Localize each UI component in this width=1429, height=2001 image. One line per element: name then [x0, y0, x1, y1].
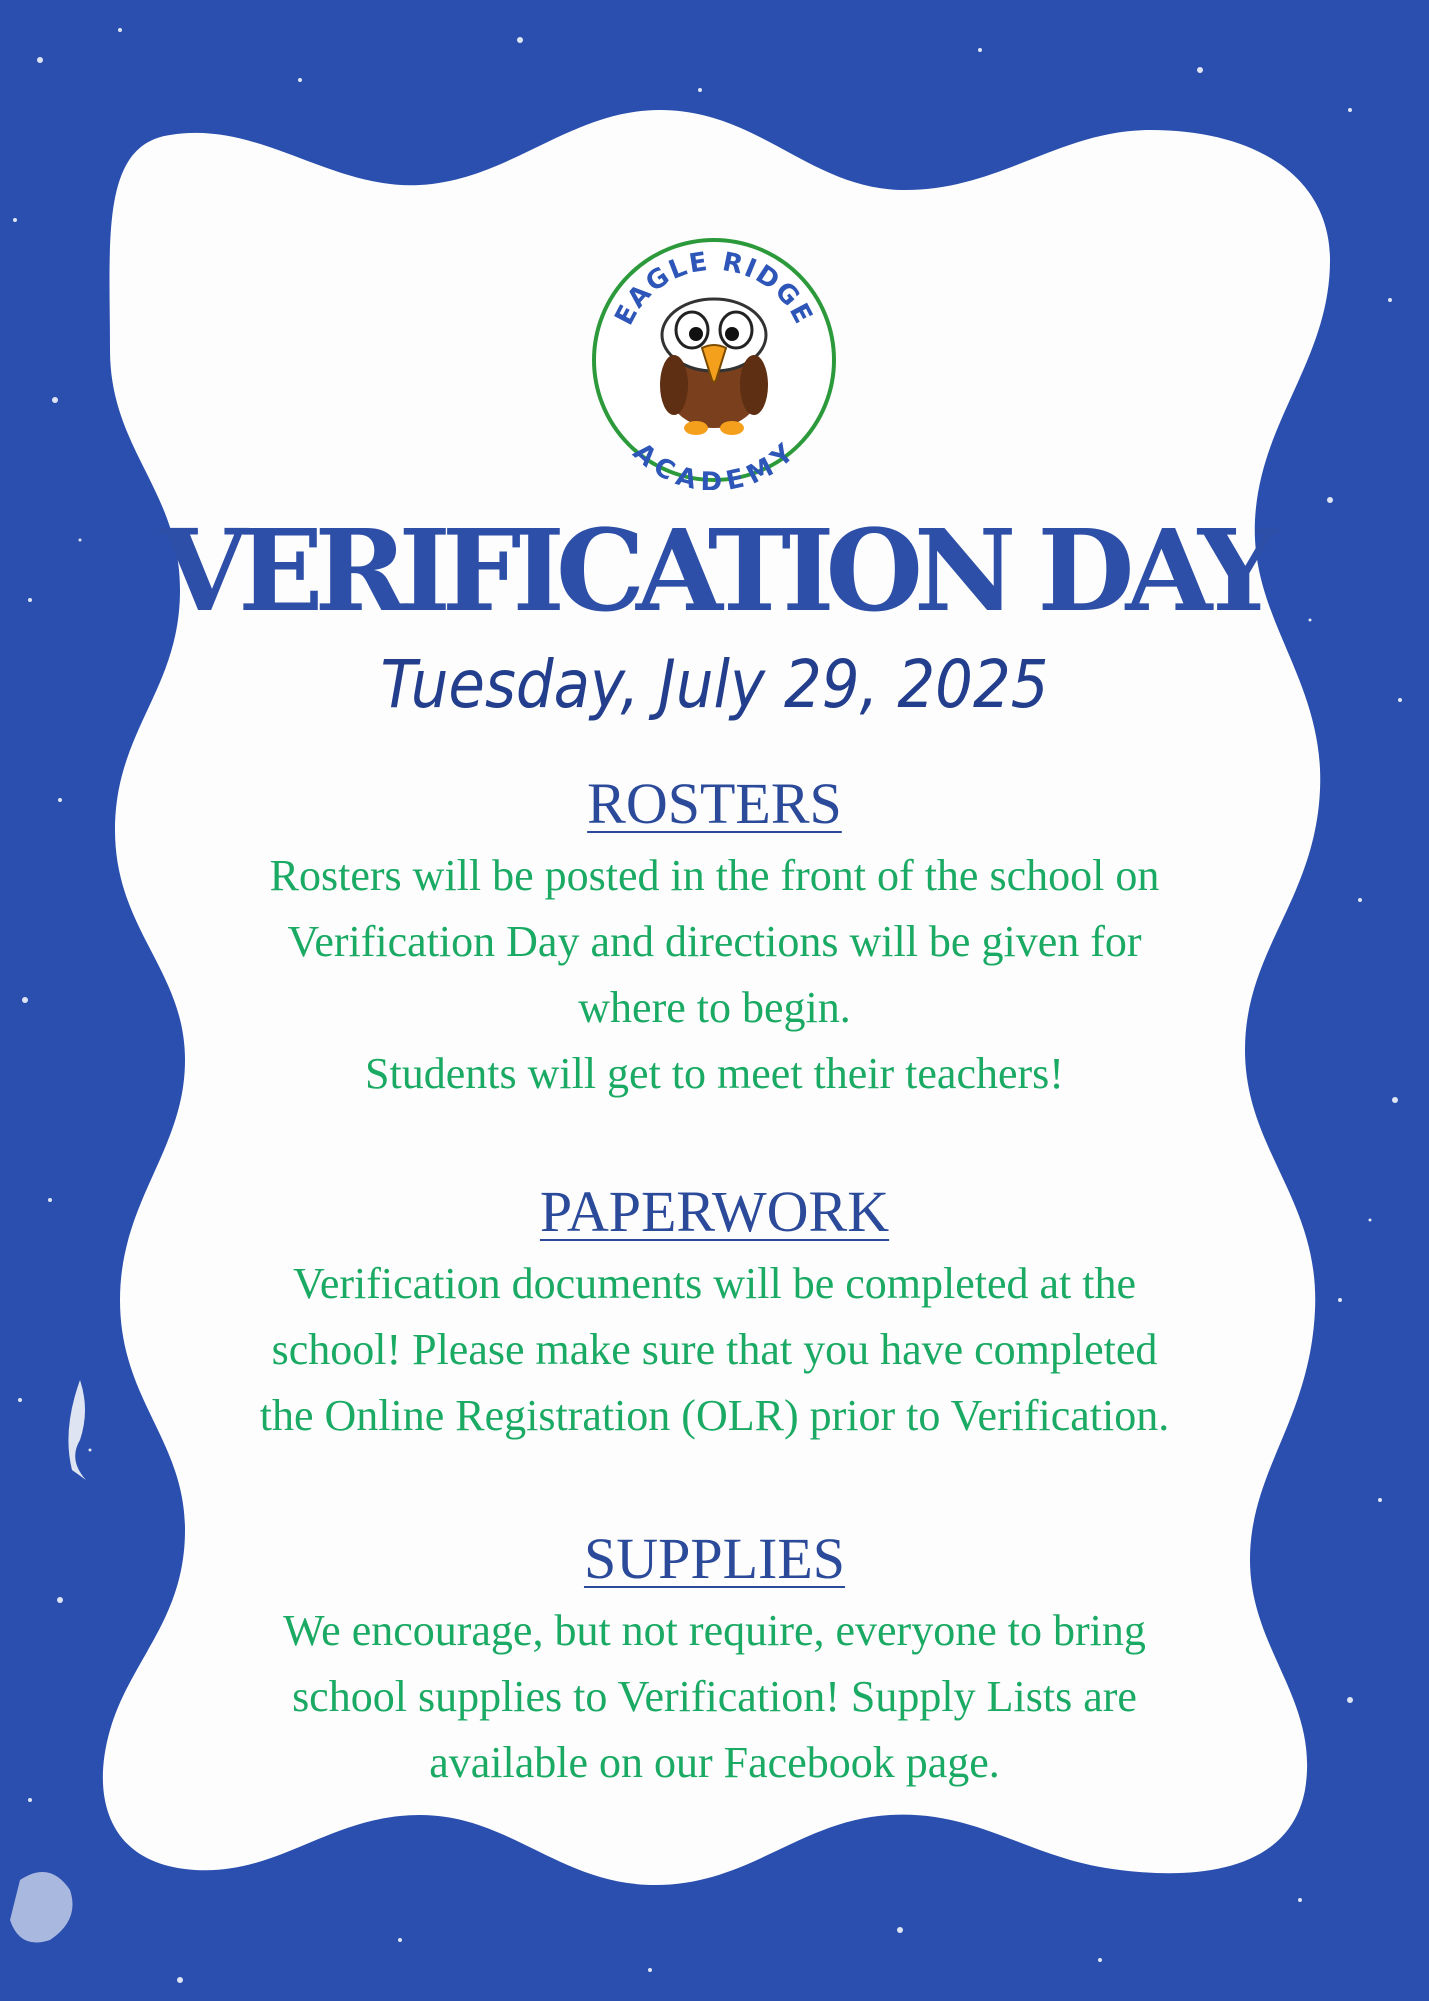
rosters-line: where to begin.	[578, 983, 851, 1032]
supplies-line: school supplies to Verification! Supply Lists are	[292, 1672, 1137, 1721]
section-body-supplies	[150, 1598, 1279, 1796]
rosters-line: Rosters will be posted in the front of the school on	[269, 851, 1160, 900]
supplies-line: We encourage, but not require, everyone to bring	[283, 1606, 1146, 1655]
paperwork-line: Verification documents will be completed at the	[292, 1259, 1137, 1308]
rosters-line: Verification Day and directions will be given for	[287, 917, 1142, 966]
section-heading-paperwork: PAPERWORK	[539, 1179, 890, 1244]
paperwork-line: the Online Registration (OLR) prior to Verification.	[259, 1391, 1170, 1440]
supplies-line: available on our Facebook page.	[429, 1738, 1000, 1787]
school-logo	[584, 230, 844, 490]
eagle-icon	[660, 299, 768, 435]
page-title: VERIFICATION DAY	[160, 506, 1269, 637]
section-heading-supplies: SUPPLIES	[583, 1526, 846, 1591]
section-body-rosters	[150, 843, 1279, 1107]
paperwork-line: school! Please make sure that you have completed	[271, 1325, 1158, 1374]
section-body-paperwork	[150, 1251, 1279, 1449]
logo-bottom-text: ACADEMY	[626, 437, 802, 490]
section-heading-rosters: ROSTERS	[587, 771, 842, 836]
rosters-line: Students will get to meet their teachers!	[365, 1049, 1064, 1098]
event-date: Tuesday, July 29, 2025	[380, 646, 1049, 723]
logo-top-text: EAGLE RIDGE	[609, 246, 819, 331]
